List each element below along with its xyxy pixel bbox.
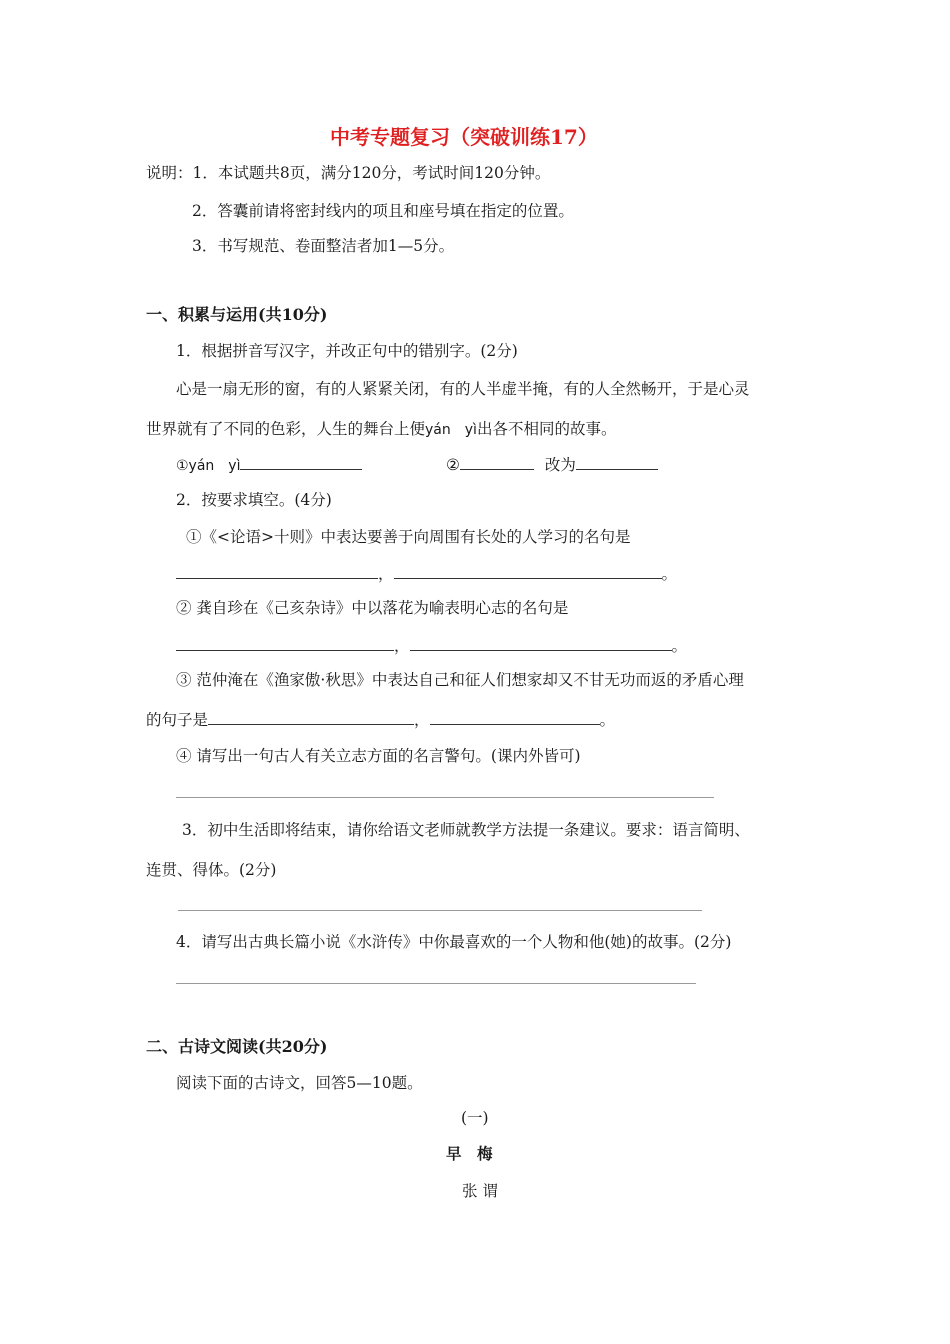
q1-answer-a-label: ①yán yì — [176, 458, 241, 474]
q2-item-3-line1: ③ 范仲淹在《渔家傲·秋思》中表达自己和征人们想家却又不甘无功而返的矛盾心理 — [176, 671, 744, 689]
q4-prompt: 4．请写出古典长篇小说《水浒传》中你最喜欢的一个人物和他(她)的故事。(2分) — [176, 933, 732, 951]
q1-answer-b-label: ② — [446, 456, 460, 474]
q1-answer-b — [446, 455, 658, 475]
q2-item-2: ② 龚自珍在《己亥杂诗》中以落花为喻表明心志的名句是 — [176, 599, 569, 617]
q1-pinyin: yán yì — [425, 422, 477, 438]
section-1-heading: 一、积累与运用(共10分) — [146, 305, 328, 324]
q1-text-line1: 心是一扇无形的窗，有的人紧紧关闭，有的人半虚半掩，有的人全然畅开，于是心灵 — [176, 380, 750, 398]
section-2-heading: 二、古诗文阅读(共20分) — [146, 1037, 328, 1056]
q1-text-line2-a: 世界就有了不同的色彩，人生的舞台上便 — [146, 420, 426, 438]
q1-answer-a — [176, 455, 362, 476]
q1-text-line2-b: 出各不相同的故事。 — [476, 420, 617, 438]
note-3: 3．书写规范、卷面整洁者加1—5分。 — [192, 237, 455, 255]
q2-item-3-line2: 的句子是 ， 。 — [146, 711, 616, 729]
q1-answer-a-blank[interactable] — [240, 455, 362, 470]
poem-title: 早 梅 — [446, 1144, 493, 1163]
poem-author: 张 谓 — [462, 1182, 498, 1200]
q1-answer-b-mid: 改为 — [544, 456, 576, 474]
page-title: 中考专题复习（突破训练17） — [330, 125, 598, 149]
section-2-intro: 阅读下面的古诗文，回答5—10题。 — [176, 1074, 423, 1092]
part-label: (一) — [461, 1109, 489, 1127]
q2-item-3-blank-a[interactable] — [208, 710, 414, 725]
note-1: 说明：1．本试题共8页，满分120分，考试时间120分钟。 — [146, 164, 551, 182]
q3-line1: 3．初中生活即将结束，请你给语文老师就教学方法提一条建议。要求：语言简明、 — [182, 821, 750, 839]
q2-prompt: 2．按要求填空。(4分) — [176, 491, 332, 509]
q2-item-2-blank-a[interactable] — [176, 636, 394, 651]
q2-item-1-blank-b[interactable] — [394, 564, 662, 579]
q2-item-3-blank-b[interactable] — [430, 710, 600, 725]
note-2: 2．答囊前请将密封线内的项且和座号填在指定的位置。 — [192, 202, 574, 220]
q2-item-1-answer: ， 。 — [176, 564, 677, 584]
q3-line2: 连贯、得体。(2分) — [146, 861, 277, 879]
q4-answer-line[interactable] — [176, 983, 696, 984]
q2-item-1-blank-a[interactable] — [176, 564, 378, 579]
q2-item-2-answer: ， 。 — [176, 636, 687, 656]
q1-answer-b-blank-correct[interactable] — [576, 455, 658, 470]
q2-item-1: ①《<论语>十则》中表达要善于向周围有长处的人学习的名句是 — [186, 528, 631, 546]
q1-text-line2 — [146, 419, 616, 440]
q2-item-2-blank-b[interactable] — [410, 636, 672, 651]
q1-prompt: 1．根据拼音写汉字，并改正句中的错别字。(2分) — [176, 342, 518, 360]
q3-answer-line[interactable] — [178, 910, 702, 911]
q2-item-4-answer-line[interactable] — [176, 797, 714, 798]
q2-item-4: ④ 请写出一句古人有关立志方面的名言警句。(课内外皆可) — [176, 747, 581, 765]
q1-answer-b-blank-wrong[interactable] — [460, 455, 534, 470]
